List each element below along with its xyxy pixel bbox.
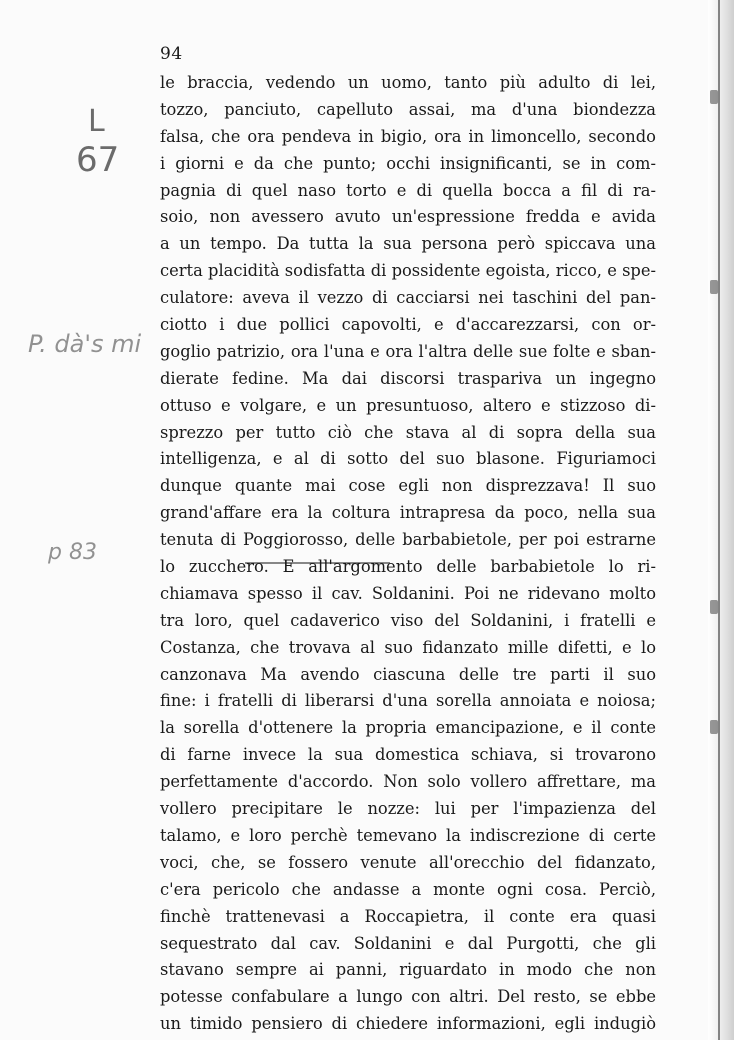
text-line: canzonava Ma avendo ciascuna delle tre parti il suo [160,664,656,684]
text-line: a un tempo. Da tutta la sua persona però spiccava una [160,234,656,254]
text-line: certa placidità sodisfatta di possidente egoista, ricco, e spe- [160,261,656,281]
text-line: goglio patrizio, ora l'una e ora l'altra delle sue folte e sban- [160,341,656,361]
text-line: tra loro, quel cadaverico viso del Soldanini, i fratelli e [160,610,656,630]
text-line: chiamava spesso il cav. Soldanini. Poi ne ridevano molto [160,583,656,603]
text-line: i giorni e da che punto; occhi insignificanti, se in com- [160,153,656,173]
text-line: falsa, che ora pendeva in bigio, ora in limoncello, secondo [160,126,656,146]
text-line: perfettamente d'accordo. Non solo vollero affrettare, ma [160,772,656,792]
edge-mark [710,90,718,104]
text-line: le braccia, vedendo un uomo, tanto più adulto di lei, [160,73,656,92]
text-line: dunque quante mai cose egli non disprezzava! Il suo [160,476,656,496]
margin-handwritten-note: L [88,104,105,139]
text-line: stavano sempre ai panni, riguardato in modo che non [160,960,656,980]
body-text [160,70,656,1038]
text-line: tozzo, panciuto, capelluto assai, ma d'una biondezza [160,99,656,119]
text-line: c'era pericolo che andasse a monte ogni cosa. Perciò, [160,879,656,899]
text-line: un timido pensiero di chiedere informazioni, egli indugiò [160,1014,656,1034]
margin-handwritten-note: P. dà's mi [28,330,142,358]
text-line: culatore: aveva il vezzo di cacciarsi nei taschini del pan- [160,288,656,308]
page-binding-edge [708,0,734,1040]
text-line: tenuta di Poggiorosso, delle barbabietole, per poi estrarne [160,530,656,550]
edge-mark [710,600,718,614]
edge-mark [710,720,718,734]
text-line: ciotto i due pollici capovolti, e d'accarezzarsi, con or- [160,315,656,335]
text-line: sequestrato dal cav. Soldanini e dal Purgotti, che gli [160,933,656,953]
text-line: lo zucchero. E all'argomento delle barbabietole lo ri- [160,557,656,577]
text-line: talamo, e loro perchè temevano la indiscrezione di certe [160,825,656,845]
text-line: soio, non avessero avuto un'espressione fredda e avida [160,207,656,227]
text-line: voci, che, se fossero venute all'orecchio del fidanzato, [160,852,656,872]
text-line: di farne invece la sua domestica schiava, si trovarono [160,745,656,765]
text-line: intelligenza, e al di sotto del suo blasone. Figuriamoci [160,449,656,469]
text-line: fine: i fratelli di liberarsi d'una sorella annoiata e noiosa; [160,691,656,711]
margin-handwritten-note: 67 [76,140,120,180]
text-line: pagnia di quel naso torto e di quella bocca a fil di ra- [160,180,656,200]
text-line: dierate fedine. Ma dai discorsi traspariva un ingegno [160,368,656,388]
text-line: vollero precipitare le nozze: lui per l'impazienza del [160,799,656,819]
text-line: la sorella d'ottenere la propria emancipazione, e il conte [160,718,656,738]
text-line: sprezzo per tutto ciò che stava al di sopra della sua [160,422,656,442]
text-line: Costanza, che trovava al suo fidanzato mille difetti, e lo [160,637,656,657]
edge-mark [710,280,718,294]
text-line: grand'affare era la coltura intrapresa da poco, nella sua [160,503,656,523]
page-number: 94 [160,44,183,64]
binding-shadow-line [718,0,720,1040]
text-line: finchè trattenevasi a Roccapietra, il conte era quasi [160,906,656,926]
text-line: ottuso e volgare, e un presuntuoso, altero e stizzoso di- [160,395,656,415]
margin-handwritten-note: p 83 [48,540,97,565]
text-line: potesse confabulare a lungo con altri. Del resto, se ebbe [160,987,656,1007]
